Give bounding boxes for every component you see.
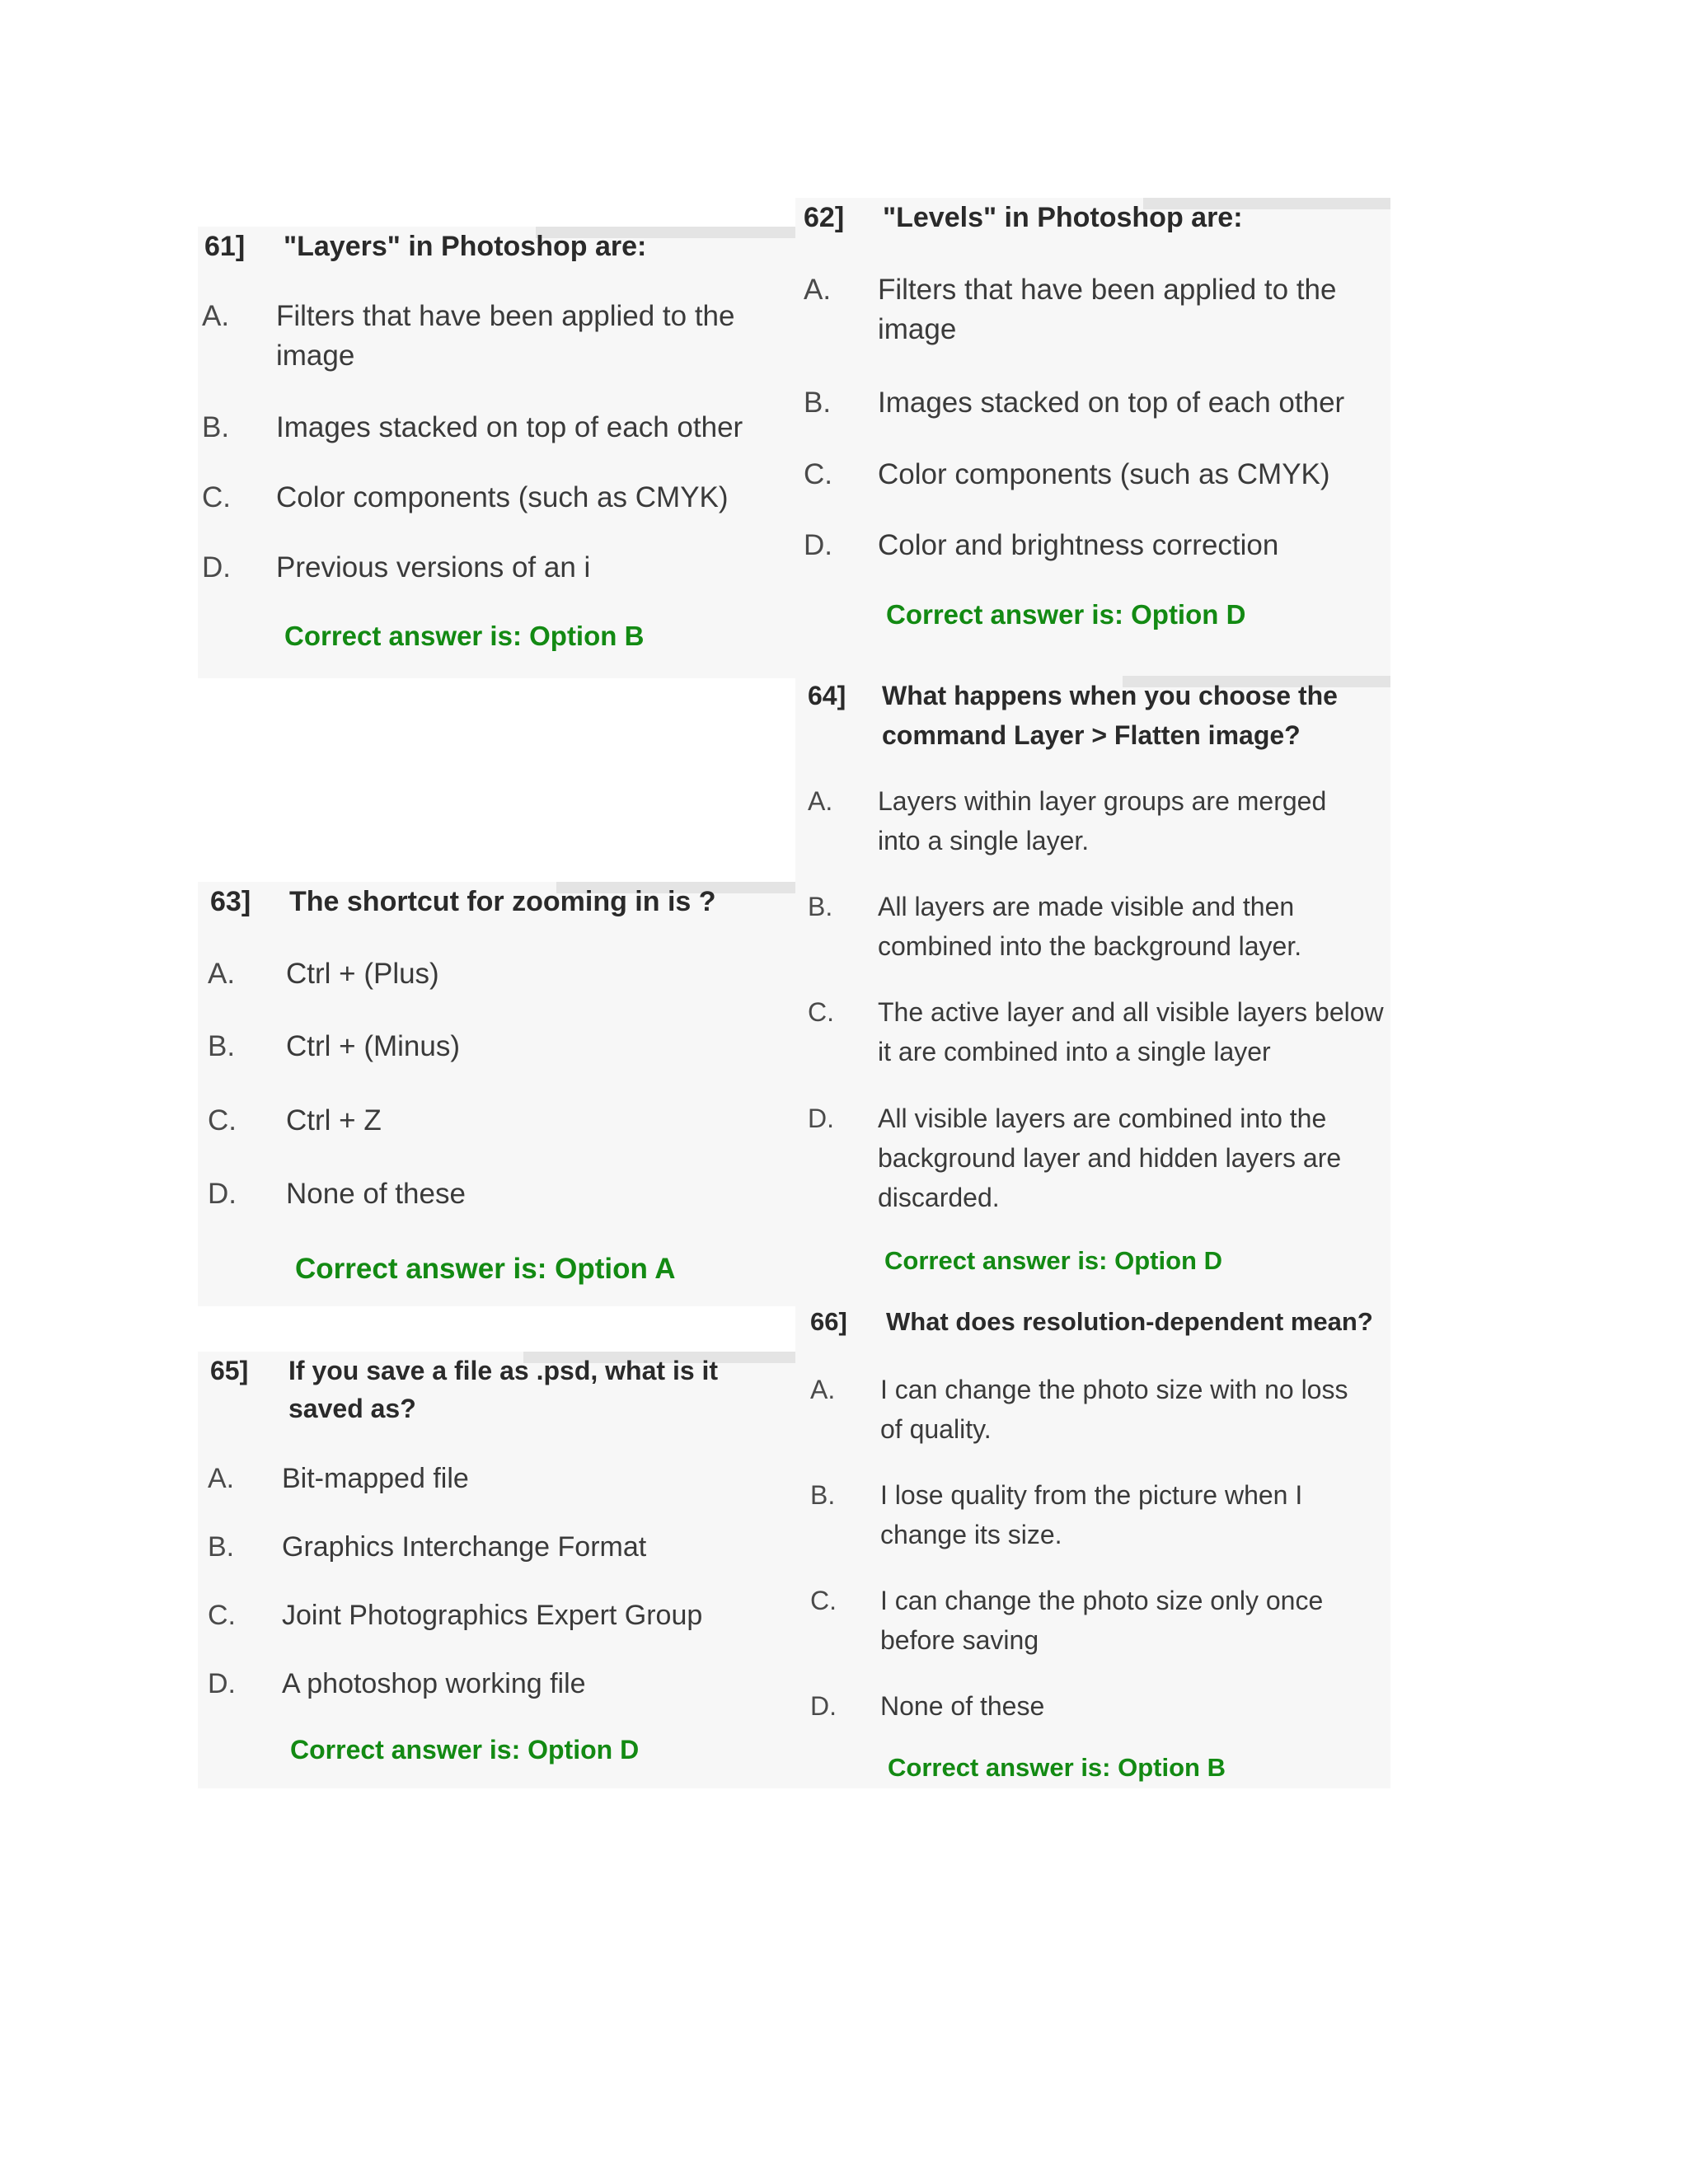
option-letter: D.	[804, 529, 832, 561]
option-letter: A.	[808, 786, 833, 816]
option-text: Graphics Interchange Format	[282, 1531, 647, 1563]
option-text: Ctrl + Z	[286, 1104, 382, 1137]
question-66-heading	[810, 1302, 1390, 1342]
correct-answer: Correct answer is: Option D	[290, 1735, 640, 1765]
question-card-62	[795, 198, 1390, 676]
option-c	[208, 1101, 785, 1141]
option-text: None of these	[286, 1178, 466, 1210]
option-d	[808, 1099, 1389, 1217]
option-letter: D.	[202, 551, 231, 583]
option-c	[208, 1596, 785, 1635]
option-letter: B.	[202, 411, 230, 443]
option-text: Color components (such as CMYK)	[276, 481, 729, 513]
option-letter: B.	[208, 1030, 236, 1062]
option-text: None of these	[880, 1691, 1045, 1721]
option-a	[810, 1370, 1387, 1449]
option-text: Ctrl + (Minus)	[286, 1030, 460, 1062]
option-letter: C.	[202, 481, 231, 513]
option-letter: D.	[810, 1691, 837, 1721]
option-b	[208, 1527, 785, 1567]
option-text: Previous versions of an i	[276, 551, 591, 583]
question-card-61	[198, 227, 795, 678]
option-b	[810, 1475, 1387, 1554]
correct-answer: Correct answer is: Option A	[295, 1253, 676, 1285]
option-a	[208, 954, 785, 994]
correct-answer: Correct answer is: Option B	[888, 1753, 1226, 1782]
option-a	[804, 270, 1381, 349]
question-number: 61]	[204, 231, 246, 262]
question-text: The shortcut for zooming in is ?	[289, 886, 716, 917]
option-text: Images stacked on top of each other	[276, 411, 743, 443]
option-c	[804, 455, 1381, 494]
question-number: 62]	[804, 202, 845, 233]
question-number: 64]	[808, 681, 846, 710]
question-62-heading	[804, 198, 1381, 237]
option-text: Color components (such as CMYK)	[878, 458, 1330, 490]
option-letter: A.	[208, 958, 236, 990]
option-letter: D.	[208, 1178, 237, 1210]
question-61-heading	[204, 227, 781, 266]
option-a	[202, 297, 779, 376]
option-text: Bit-mapped file	[282, 1463, 469, 1494]
option-letter: B.	[208, 1531, 235, 1563]
question-card-66	[795, 1302, 1390, 1788]
option-b	[208, 1027, 785, 1066]
question-63-heading	[210, 882, 787, 921]
option-letter: B.	[810, 1480, 836, 1510]
option-text: I lose quality from the picture when I change its size.	[880, 1480, 1303, 1549]
option-b	[202, 408, 795, 448]
option-letter: A.	[810, 1375, 836, 1404]
option-text: Color and brightness correction	[878, 529, 1279, 561]
option-c	[810, 1581, 1387, 1660]
question-text: What happens when you choose the command Layer > Flatten image?	[882, 681, 1338, 750]
option-d	[804, 526, 1381, 565]
option-letter: B.	[804, 387, 832, 419]
option-text: Images stacked on top of each other	[878, 387, 1345, 419]
question-card-65	[198, 1352, 795, 1788]
option-text: I can change the photo size only once before saving	[880, 1586, 1324, 1655]
question-text: "Levels" in Photoshop are:	[883, 202, 1243, 233]
option-letter: C.	[804, 458, 832, 490]
option-letter: C.	[810, 1586, 837, 1615]
question-text: "Layers" in Photoshop are:	[284, 231, 647, 262]
option-letter: D.	[808, 1104, 834, 1133]
question-64-heading	[808, 676, 1385, 755]
option-d	[810, 1686, 1387, 1726]
option-text: The active layer and all visible layers below it are combined into a single layer	[878, 997, 1384, 1066]
question-card-63	[198, 882, 795, 1306]
option-letter: A.	[202, 300, 230, 332]
option-letter: A.	[804, 274, 832, 306]
option-b	[808, 887, 1385, 966]
question-text: What does resolution-dependent mean?	[886, 1307, 1373, 1336]
option-letter: A.	[208, 1463, 235, 1494]
option-a	[208, 1459, 785, 1498]
option-text: I can change the photo size with no loss of quality.	[880, 1375, 1348, 1444]
question-card-64	[795, 676, 1390, 1302]
option-text: Filters that have been applied to the image	[878, 274, 1337, 345]
option-c	[202, 478, 779, 518]
question-text: If you save a file as .psd, what is it saved as?	[288, 1356, 719, 1423]
question-number: 63]	[210, 886, 251, 917]
option-letter: C.	[808, 997, 834, 1027]
option-c	[808, 992, 1389, 1071]
option-text: Joint Photographics Expert Group	[282, 1600, 703, 1631]
option-text: Layers within layer groups are merged into a single layer.	[878, 786, 1327, 855]
option-letter: B.	[808, 892, 833, 921]
option-b	[804, 383, 1389, 423]
question-number: 65]	[210, 1356, 249, 1385]
option-text: Ctrl + (Plus)	[286, 958, 439, 990]
option-d	[202, 548, 779, 588]
option-letter: C.	[208, 1104, 237, 1137]
option-d	[208, 1664, 785, 1704]
option-a	[808, 781, 1385, 860]
correct-answer: Correct answer is: Option D	[886, 599, 1246, 630]
option-text: All visible layers are combined into the background layer and hidden layers are discarded.	[878, 1104, 1342, 1212]
option-letter: D.	[208, 1668, 236, 1699]
option-d	[208, 1174, 785, 1214]
option-text: Filters that have been applied to the image	[276, 300, 735, 372]
option-letter: C.	[208, 1600, 236, 1631]
correct-answer: Correct answer is: Option B	[284, 621, 645, 651]
question-number: 66]	[810, 1307, 847, 1336]
question-65-heading	[210, 1352, 787, 1427]
correct-answer: Correct answer is: Option D	[884, 1246, 1222, 1275]
option-text: A photoshop working file	[282, 1668, 586, 1699]
option-text: All layers are made visible and then combined into the background layer.	[878, 892, 1302, 961]
